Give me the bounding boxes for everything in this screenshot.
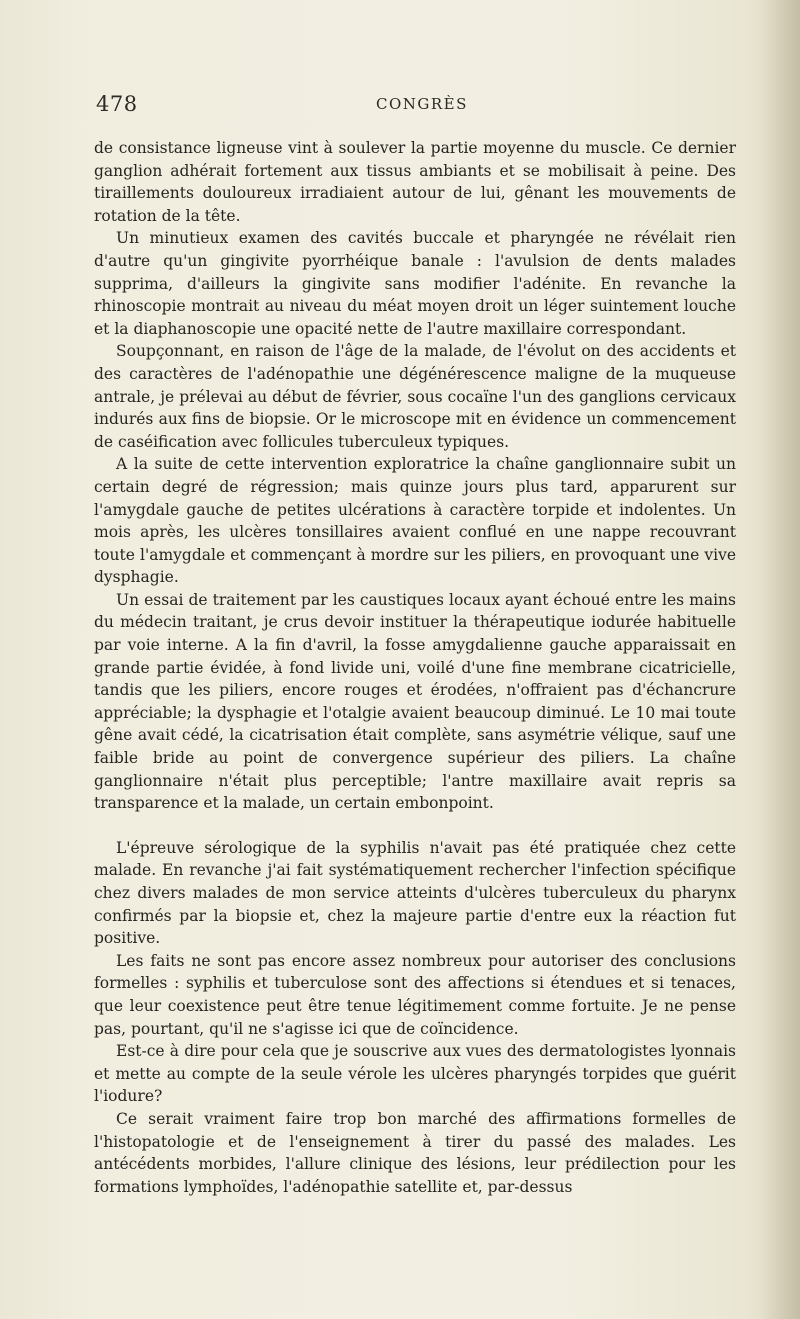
- paragraph-6: L'épreuve sérologique de la syphilis n'avait pas été pratiquée chez cette malade. En revanche j'ai fait systématiquement rechercher l'infection spécifique chez divers malades de mon service atteints d'ulcères tuberculeux du pharynx confirmés par la biopsie et, chez la majeure partie d'entre eux la réaction fut positive.: [94, 838, 736, 948]
- page-header: [96, 92, 736, 118]
- paragraph-4: A la suite de cette intervention exploratrice la chaîne ganglionnaire subit un certain degré de régression; mais quinze jours plus tard, apparurent sur l'amygdale gauche de petites ulcérations à caractère torpide et indolentes. Un mois après, les ulcères tonsillaires avaient conflué en une nappe recouvrant toute l'amygdale et commençant à mordre sur les piliers, en provoquant une vive dysphagie.: [94, 455, 736, 587]
- paragraph-1: de consistance ligneuse vint à soulever la partie moyenne du muscle. Ce dernier ganglion adhérait fortement aux tissus ambiants et se mobilisait à peine. Des tiraillements douloureux irradiaient autour de lui, gênant les mouvements de rotation de la tête.: [94, 139, 736, 225]
- paragraph-9: Ce serait vraiment faire trop bon marché des affirmations formelles de l'histopatologie et de l'enseignement à tirer du passé des malades. Les antécédents morbides, l'allure clinique des lésions, leur prédilection pour les formations lymphoïdes, l'adénopathie satellite et, par-dessus: [94, 1109, 736, 1196]
- body-text: [94, 137, 736, 1198]
- paragraph-5: Un essai de traitement par les caustiques locaux ayant échoué entre les mains du médecin traitant, je crus devoir instituer la thérapeutique iodurée habituelle par voie interne. A la fin d'avril, la fosse amygdalienne gauche apparaissait en grande partie évidée, à fond livide uni, voilé d'une fine membrane cicatricielle, tandis que les piliers, encore rouges et érodées, n'offraient pas d'échancrure appréciable; la dysphagie et l'otalgie avaient beaucoup diminué. Le 10 mai toute gêne avait cédé, la cicatrisation était complète, sans asymétrie vélique, sauf une faible bride au point de convergence supérieur des piliers. La chaîne ganglionnaire n'était plus perceptible; l'antre maxillaire avait repris sa transparence et la malade, un certain embonpoint.: [94, 590, 736, 813]
- paragraph-2: Un minutieux examen des cavités buccale et pharyngée ne révélait rien d'autre qu'un gingivite pyorrhéique banale : l'avulsion de dents malades supprima, d'ailleurs la gingivite sans modifier l'adénite. En revanche la rhinoscopie montrait au niveau du méat moyen droit un léger suintement louche et la diaphanoscopie une opacité nette de l'autre maxillaire correspondant.: [94, 229, 736, 338]
- paragraph-3: Soupçonnant, en raison de l'âge de la malade, de l'évolut on des accidents et des caractères de l'adénopathie une dégénérescence maligne de la muqueuse antrale, je prélevai au début de février, sous cocaïne l'un des ganglions cervicaux indurés aux fins de biopsie. Or le microscope mit en évidence un commencement de caséification avec follicules tuberculeux typiques.: [94, 342, 736, 451]
- paragraph-7: Les faits ne sont pas encore assez nombreux pour autoriser des conclusions formelles : syphilis et tuberculose sont des affections si étendues et si tenaces, que leur coexistence peut être tenue légitimement comme fortuite. Je ne pense pas, pourtant, qu'il ne s'agisse ici que de coïncidence.: [94, 951, 736, 1038]
- paragraph-8: Est-ce à dire pour cela que je souscrive aux vues des dermatologistes lyonnais et mette au compte de la seule vérole les ulcères pharyngés torpides que guérit l'iodure?: [94, 1042, 736, 1106]
- page-number: 478: [96, 92, 138, 116]
- page-edge-shadow: [762, 0, 800, 1319]
- running-head: CONGRÈS: [376, 95, 468, 113]
